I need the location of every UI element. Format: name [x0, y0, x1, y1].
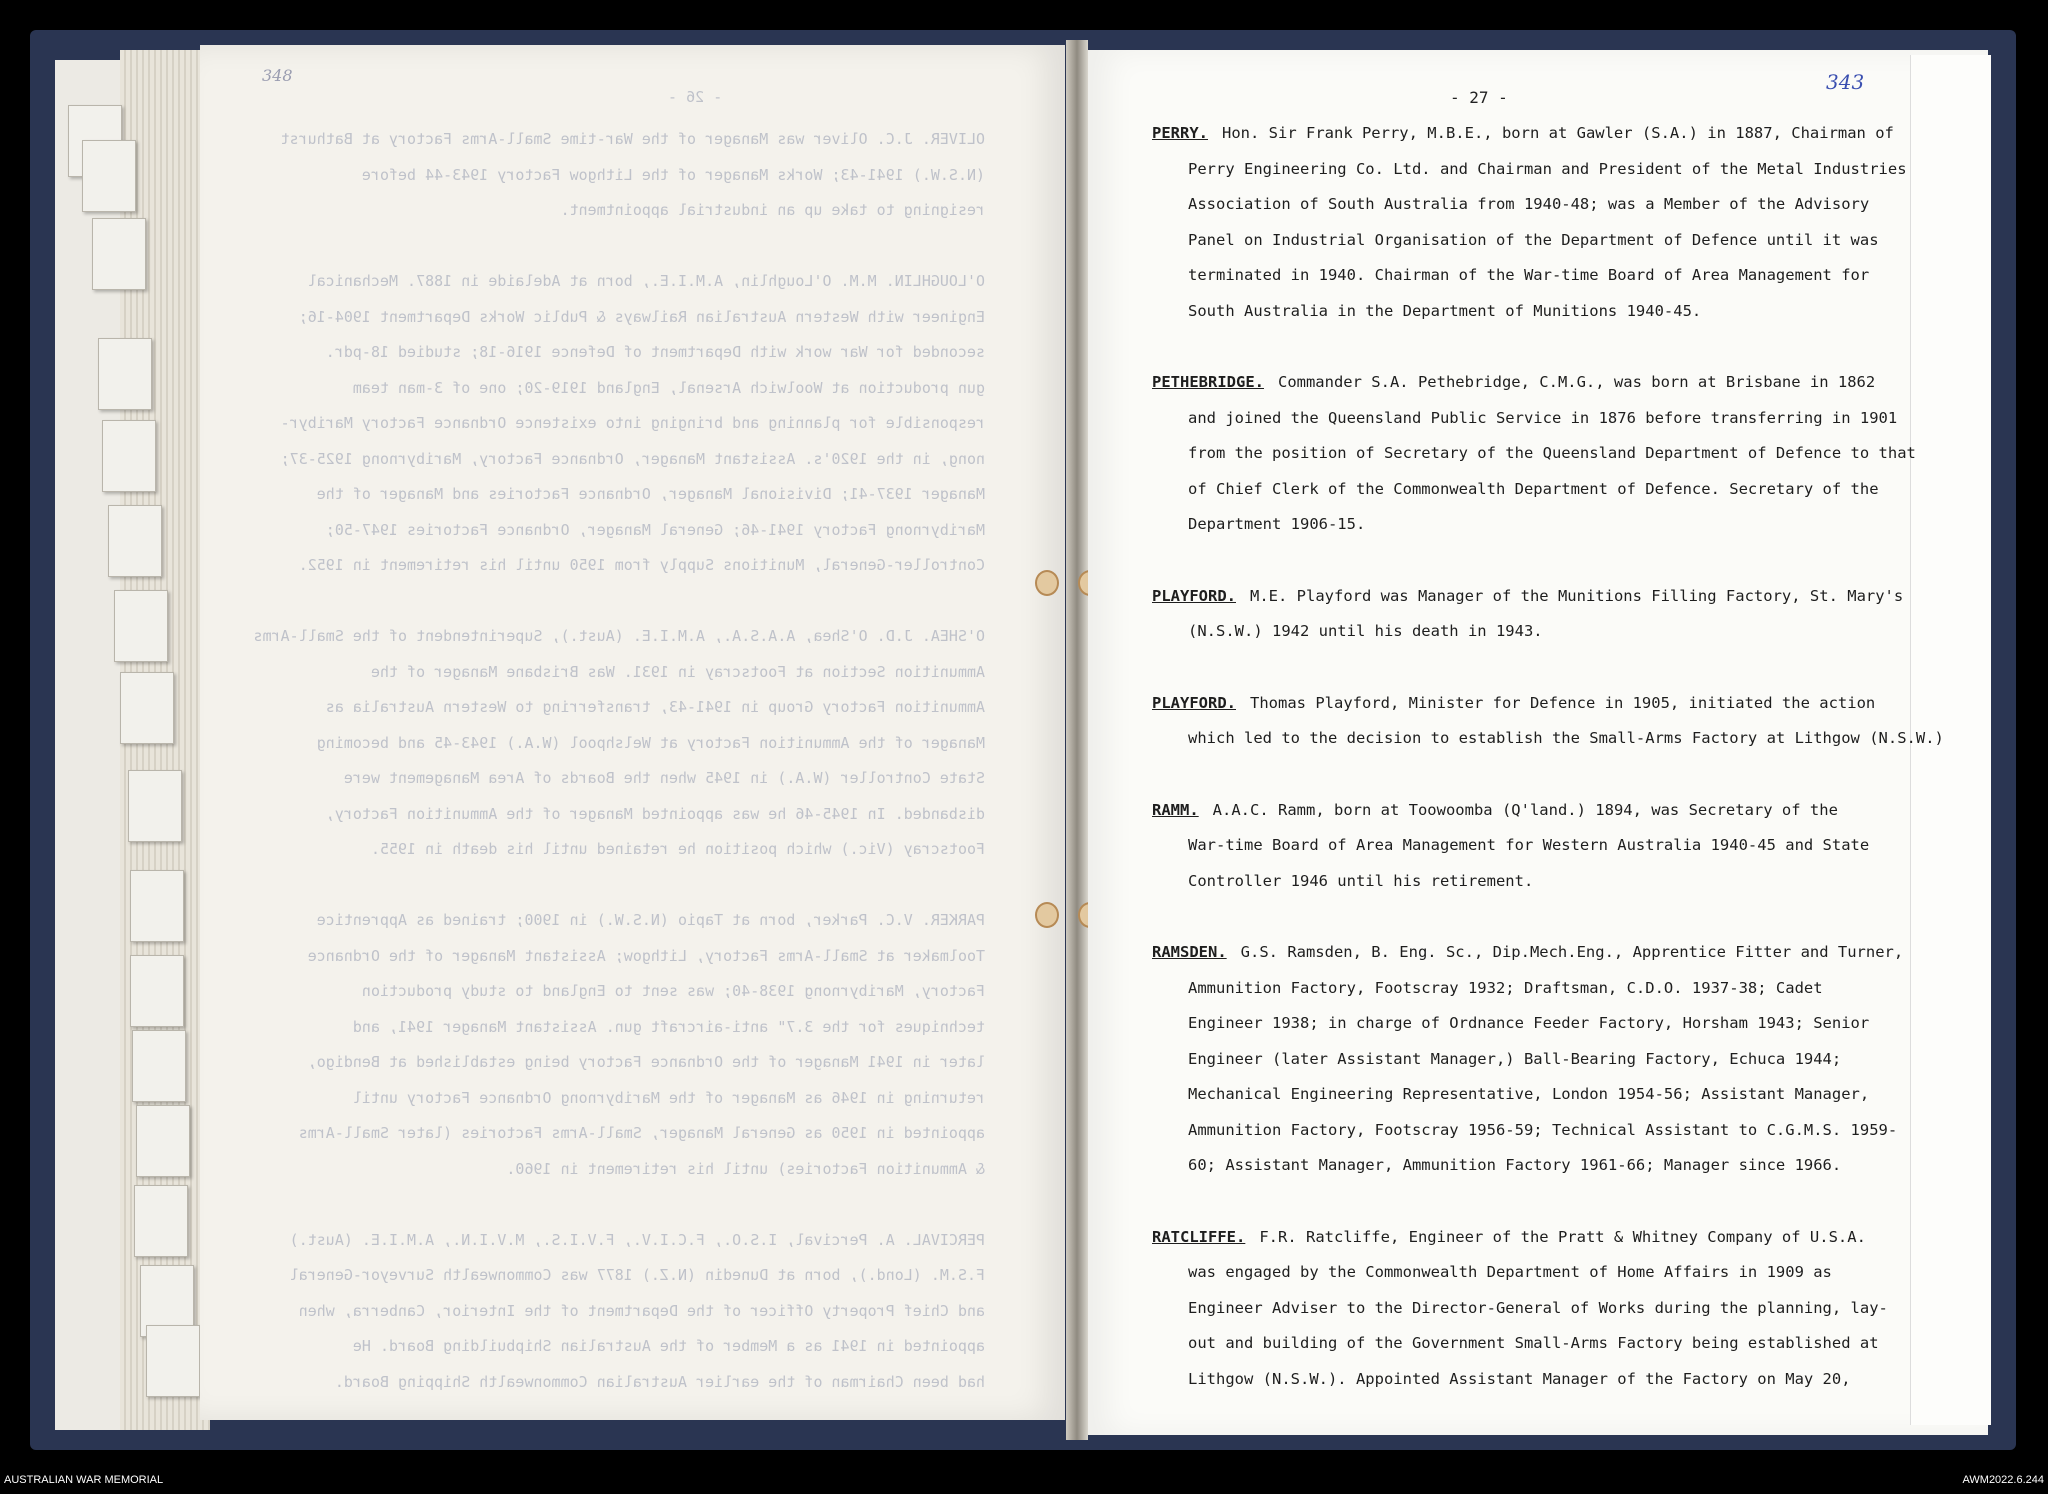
bleed-through-line	[245, 229, 985, 265]
entry-text: Engineer Adviser to the Director-General of Works during the planning, lay-	[1188, 1298, 1888, 1317]
entry-line	[1152, 1148, 1912, 1184]
entry-line	[1152, 1113, 1912, 1149]
bleed-through-line: Maribyrnong Factory 1941-46; General Manager, Ordnance Factories 1947-50;	[325, 520, 985, 539]
entry-line	[1152, 1006, 1912, 1042]
entry-text: 60; Assistant Manager, Ammunition Factory 1961-66; Manager since 1966.	[1188, 1156, 1842, 1174]
entry-heading: PETHEBRIDGE.	[1152, 373, 1264, 391]
index-tab[interactable]	[120, 672, 174, 744]
bleed-through-line: O'SHEA. J.D. O'Shea, A.A.S.A., A.M.I.E. (Aust.), Superintendent of the Small-Arms	[253, 627, 985, 645]
bleed-through-line: Factory, Maribyrnong 1938-40; was sent to England to study production	[361, 982, 985, 1000]
entry-line	[1152, 1291, 1912, 1327]
entry-heading: RAMSDEN.	[1152, 943, 1227, 961]
biography-entry	[1152, 116, 1912, 329]
bleed-through-line: Controller-General, Munitions Supply from 1950 until his retirement in 1952.	[298, 556, 985, 574]
index-tab[interactable]	[134, 1185, 188, 1257]
entry-line	[1152, 1326, 1912, 1362]
right-page-number: - 27 -	[1450, 88, 1508, 107]
entry-line	[1152, 507, 1912, 543]
entry-text: terminated in 1940. Chairman of the War-time Board of Area Management for	[1188, 266, 1870, 284]
entry-line	[1152, 1362, 1912, 1398]
bleed-through-line: had been Chairman of the earlier Australian Commonwealth Shipping Board.	[334, 1372, 985, 1391]
entry-text: Commander S.A. Pethebridge, C.M.G., was born at Brisbane in 1862	[1277, 373, 1876, 391]
entry-heading: PERRY.	[1152, 124, 1208, 142]
book-gutter	[1066, 40, 1088, 1440]
biography-entry	[1152, 686, 1944, 757]
entry-line	[1152, 152, 1912, 188]
index-tab[interactable]	[130, 955, 184, 1027]
entry-text: Perry Engineering Co. Ltd. and Chairman and President of the Metal Industries	[1188, 159, 1907, 178]
bleed-through-line: and Chief Property Officer of the Department of the Interior, Canberra, when	[298, 1301, 985, 1320]
bleed-through-line: resigning to take up an industrial appointment.	[560, 201, 985, 219]
entry-text: and joined the Queensland Public Service in 1876 before transferring in 1901	[1188, 408, 1898, 427]
entry-text: M.E. Playford was Manager of the Munitions Filling Factory, St. Mary's	[1250, 586, 1904, 605]
entry-line	[1152, 686, 1912, 722]
index-tab[interactable]	[102, 420, 156, 492]
bleed-through-line	[245, 1187, 985, 1223]
bleed-through-line: seconded for War work with Department of Defence 1916-18; studied 18-pdr.	[325, 343, 985, 361]
entry-heading: PLAYFORD.	[1152, 693, 1236, 712]
bleed-through-line: appointed in 1950 as General Manager, Small-Arms Factories (later Small-Arms	[298, 1124, 985, 1142]
index-tab[interactable]	[98, 338, 152, 410]
entry-line	[1152, 365, 1912, 401]
biography-entry	[1152, 365, 1916, 543]
biography-entry	[1152, 935, 1912, 1184]
punch-hole	[1035, 570, 1059, 596]
right-page-text	[1152, 116, 1944, 1397]
entry-text: War-time Board of Area Management for Western Australia 1940-45 and State	[1188, 836, 1870, 854]
index-tab[interactable]	[114, 590, 168, 662]
entry-text: Thomas Playford, Minister for Defence in 1905, initiated the action	[1250, 693, 1876, 712]
bleed-through-line: Manager of the Ammunition Factory at Welshpool (W.A.) 1943-45 and becoming	[316, 733, 985, 752]
index-tab[interactable]	[132, 1030, 186, 1102]
entry-line	[1152, 1042, 1912, 1078]
entry-line	[1152, 472, 1912, 508]
entry-line	[1152, 1220, 1912, 1256]
entry-line	[1152, 401, 1912, 437]
entry-line	[1152, 436, 1916, 472]
entry-text: Department 1906-15.	[1188, 515, 1366, 533]
bleed-through-line	[245, 868, 985, 904]
entry-line	[1152, 116, 1912, 152]
entry-line	[1152, 1077, 1912, 1113]
right-folio-number: 343	[1826, 70, 1865, 94]
entry-text: Mechanical Engineering Representative, London 1954-56; Assistant Manager,	[1188, 1085, 1870, 1103]
bleed-through-line: nong, in the 1920's. Assistant Manager, Ordnance Factory, Maribyrnong 1925-37;	[280, 449, 985, 468]
left-folio-number: 348	[262, 66, 293, 85]
entry-line	[1152, 935, 1912, 971]
index-tab[interactable]	[108, 505, 162, 577]
entry-text: which led to the decision to establish the Small-Arms Factory at Lithgow (N.S.W.)	[1188, 729, 1944, 747]
footer-accession-number: AWM2022.6.244	[1962, 1474, 2044, 1486]
bleed-through-line: disbanded. In 1945-46 he was appointed Manager of the Ammunition Factory,	[325, 804, 985, 823]
entry-text: G.S. Ramsden, B. Eng. Sc., Dip.Mech.Eng., Apprentice Fitter and Turner,	[1240, 943, 1904, 961]
entry-line	[1152, 721, 1944, 757]
entry-text: Ammunition Factory, Footscray 1932; Draftsman, C.D.O. 1937-38; Cadet	[1188, 978, 1823, 997]
biography-entry	[1152, 793, 1912, 900]
entry-heading: RAMM.	[1152, 800, 1199, 819]
bleed-through-line: O'LOUGHLIN. M.M. O'Loughlin, A.M.I.E., born at Adelaide in 1887. Mechanical	[307, 272, 985, 290]
bleed-through-line: OLIVER. J.C. Oliver was Manager of the War-time Small-Arms Factory at Bathurst	[280, 130, 985, 148]
entry-text: out and building of the Government Small-Arms Factory being established at	[1188, 1334, 1879, 1352]
bleed-through-line	[245, 584, 985, 620]
bleed-through-line: later in 1941 Manager of the Ordnance Factory being established at Bendigo,	[307, 1053, 985, 1071]
bleed-through-line: Engineer with Western Australian Railways & Public Works Department 1904-16;	[298, 307, 985, 326]
bleed-through-line: PERCIVAL. A. Percival, I.S.O., F.C.I.V., F.V.I.S., M.V.I.N., A.M.I.E. (Aust.)	[289, 1230, 985, 1249]
entry-heading: RATCLIFFE.	[1152, 1227, 1246, 1246]
entry-heading: PLAYFORD.	[1152, 586, 1236, 605]
entry-line	[1152, 828, 1912, 864]
entry-line	[1152, 971, 1912, 1007]
entry-text: Hon. Sir Frank Perry, M.B.E., born at Gawler (S.A.) in 1887, Chairman of	[1222, 124, 1894, 142]
entry-line	[1152, 294, 1912, 330]
bleed-through-line: F.S.M. (Lond.), born at Dunedin (N.Z.) 1877 was Commonwealth Surveyor-General	[289, 1266, 985, 1284]
entry-line	[1152, 187, 1912, 223]
entry-text: (N.S.W.) 1942 until his death in 1943.	[1188, 622, 1543, 640]
bleed-through-line: Footscray (Vic.) which position he retained until his death in 1955.	[370, 840, 985, 858]
bleed-through-line: gun production at Woolwich Arsenal, England 1919-20; one of 3-man team	[352, 378, 985, 397]
left-page-number: - 26 -	[668, 88, 723, 106]
bleed-through-line: State Controller (W.A.) in 1945 when the Boards of Area Management were	[343, 769, 985, 787]
bleed-through-line: Ammunition Factory Group in 1941-43, transferring to Western Australia as	[325, 698, 985, 716]
biography-entry	[1152, 1220, 1912, 1398]
entry-line	[1152, 579, 1912, 615]
bleed-through-line: Ammunition Section at Footscray in 1931. Was Brisbane Manager of the	[370, 662, 985, 681]
index-tab[interactable]	[92, 218, 146, 290]
entry-text: Controller 1946 until his retirement.	[1188, 871, 1534, 890]
entry-line	[1152, 223, 1912, 259]
bleed-through-line: returning in 1946 as Manager of the Maribyrnong Ordnance Factory until	[352, 1088, 985, 1107]
bleed-through-line: (N.S.W.) 1941-43; Works Manager of the Lithgow Factory 1943-44 before	[361, 165, 985, 184]
bleed-through-line: Manager 1937-41; Divisional Manager, Ordnance Factories and Manager of the	[316, 485, 985, 503]
entry-text: from the position of Secretary of the Queensland Department of Defence to that	[1188, 444, 1916, 462]
entry-text: South Australia in the Department of Munitions 1940-45.	[1188, 301, 1702, 320]
entry-line	[1152, 793, 1912, 829]
footer-institution: AUSTRALIAN WAR MEMORIAL	[4, 1474, 164, 1486]
entry-text: A.A.C. Ramm, born at Toowoomba (Q'land.) 1894, was Secretary of the	[1212, 800, 1838, 819]
index-tab[interactable]	[146, 1325, 200, 1397]
entry-text: was engaged by the Commonwealth Department of Home Affairs in 1909 as	[1188, 1263, 1832, 1281]
entry-text: Engineer (later Assistant Manager,) Ball-Bearing Factory, Echuca 1944;	[1188, 1049, 1842, 1068]
entry-line	[1152, 258, 1912, 294]
index-tab[interactable]	[130, 870, 184, 942]
bleed-through-line: Toolmaker at Small-Arms Factory, Lithgow; Assistant Manager of the Ordnance	[307, 946, 985, 965]
entry-text: F.R. Ratcliffe, Engineer of the Pratt & Whitney Company of U.S.A.	[1259, 1227, 1866, 1246]
bleed-through-line: & Ammunition Factories) until his retirement in 1960.	[506, 1159, 985, 1178]
entry-text: Panel on Industrial Organisation of the Department of Defence until it was	[1188, 230, 1879, 249]
punch-hole	[1035, 902, 1059, 928]
entry-text: Ammunition Factory, Footscray 1956-59; Technical Assistant to C.G.M.S. 1959-	[1188, 1120, 1898, 1139]
entry-line	[1152, 864, 1912, 900]
left-page-bleed-through-text	[245, 122, 985, 1400]
entry-line	[1152, 1255, 1912, 1291]
entry-line	[1152, 614, 1912, 650]
biography-entry	[1152, 579, 1912, 650]
bleed-through-line: PARKER. V.C. Parker, born at Tapio (N.S.W.) in 1900; trained as Apprentice	[316, 911, 985, 929]
bleed-through-line: responsible for planning and bringing into existence Ordnance Factory Maribyr-	[280, 414, 985, 432]
entry-text: Association of South Australia from 1940-48; was a Member of the Advisory	[1188, 195, 1870, 213]
index-tab[interactable]	[82, 140, 136, 212]
index-tab[interactable]	[136, 1105, 190, 1177]
entry-text: of Chief Clerk of the Commonwealth Department of Defence. Secretary of the	[1188, 479, 1879, 498]
entry-text: Lithgow (N.S.W.). Appointed Assistant Manager of the Factory on May 20,	[1188, 1369, 1851, 1388]
bleed-through-line: appointed in 1941 as a Member of the Australian Shipbuilding Board. He	[352, 1337, 985, 1355]
index-tab[interactable]	[128, 770, 182, 842]
bleed-through-line: techniques for the 3.7" anti-aircraft gun. Assistant Manager 1941, and	[352, 1017, 985, 1036]
entry-text: Engineer 1938; in charge of Ordnance Feeder Factory, Horsham 1943; Senior	[1188, 1014, 1870, 1032]
